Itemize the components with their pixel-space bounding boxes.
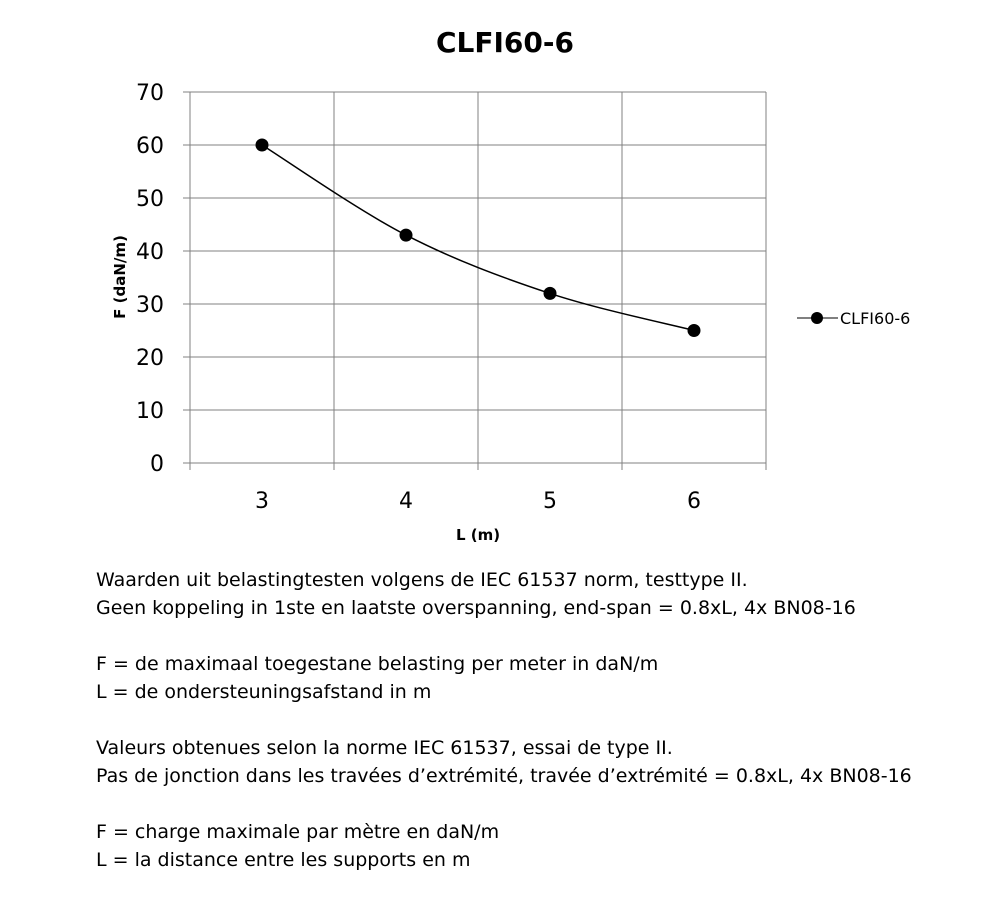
x-tick-labels bbox=[255, 489, 701, 514]
note-fr-def-l: L = la distance entre les supports en m bbox=[96, 849, 471, 871]
notes bbox=[96, 566, 976, 874]
x-tick-label: 3 bbox=[255, 489, 269, 514]
y-tick-labels bbox=[136, 81, 164, 477]
y-tick-label: 20 bbox=[136, 346, 164, 371]
note-nl-line1: Waarden uit belastingtesten volgens de IEC 61537 norm, testtype II. bbox=[96, 569, 748, 591]
spacer bbox=[96, 790, 976, 818]
y-tick-label: 0 bbox=[150, 452, 164, 477]
data-point bbox=[400, 229, 413, 242]
y-tick-label: 10 bbox=[136, 399, 164, 424]
y-axis-label: F (daN/m) bbox=[111, 235, 129, 319]
note-nl-def-f: F = de maximaal toegestane belasting per meter in daN/m bbox=[96, 653, 659, 675]
x-tick-label: 6 bbox=[687, 489, 701, 514]
note-fr-line2: Pas de jonction dans les travées d’extrémité, travée d’extrémité = 0.8xL, 4x BN08-16 bbox=[96, 765, 912, 787]
data-point bbox=[688, 324, 701, 337]
x-tick-label: 5 bbox=[543, 489, 557, 514]
y-tick-label: 30 bbox=[136, 293, 164, 318]
legend-label: CLFI60-6 bbox=[840, 309, 911, 328]
note-fr-line1: Valeurs obtenues selon la norme IEC 61537, essai de type II. bbox=[96, 737, 673, 759]
x-axis-label: L (m) bbox=[455, 526, 501, 544]
axes bbox=[183, 92, 766, 470]
data-point bbox=[544, 287, 557, 300]
legend-marker bbox=[811, 312, 823, 324]
spacer bbox=[96, 706, 976, 734]
y-tick-label: 60 bbox=[136, 134, 164, 159]
note-fr-def-f: F = charge maximale par mètre en daN/m bbox=[96, 821, 500, 843]
x-tick-label: 4 bbox=[399, 489, 413, 514]
spacer bbox=[96, 622, 976, 650]
note-nl-line2: Geen koppeling in 1ste en laatste overspanning, end-span = 0.8xL, 4x BN08-16 bbox=[96, 597, 856, 619]
y-tick-label: 70 bbox=[136, 81, 164, 106]
data-point bbox=[256, 139, 269, 152]
chart-title: CLFI60-6 bbox=[435, 26, 575, 59]
y-tick-label: 50 bbox=[136, 187, 164, 212]
grid-lines bbox=[190, 92, 766, 463]
legend bbox=[797, 309, 910, 328]
note-nl-def-l: L = de ondersteuningsafstand in m bbox=[96, 681, 432, 703]
y-tick-label: 40 bbox=[136, 240, 164, 265]
